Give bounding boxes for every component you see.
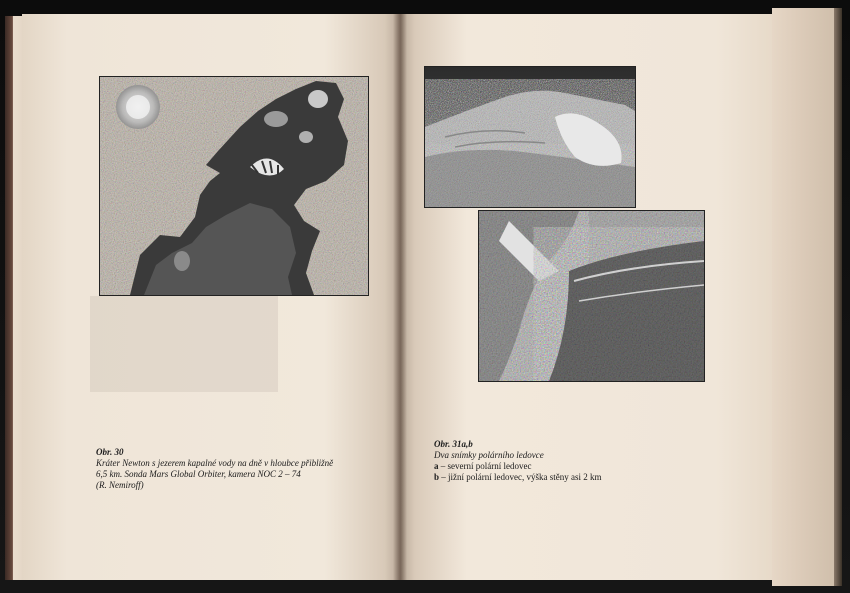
book-gutter bbox=[393, 14, 407, 580]
newton-crater-photo bbox=[99, 76, 369, 296]
right-page bbox=[400, 14, 772, 580]
south-polar-cap-photo bbox=[478, 210, 705, 382]
item-a-letter: a bbox=[434, 461, 439, 471]
north-polar-cap-photo bbox=[424, 66, 636, 208]
caption-line-main: Dva snímky polárního ledovce bbox=[434, 450, 544, 460]
item-a-text: – severní polární ledovec bbox=[438, 461, 532, 471]
caption-line-1: Kráter Newton s jezerem kapalné vody na dně v hloubce přibližně bbox=[96, 458, 334, 468]
book-edge-right bbox=[772, 8, 842, 586]
left-page bbox=[22, 14, 400, 580]
caption-item-b bbox=[434, 472, 754, 483]
figure-label-31ab: Obr. 31a,b bbox=[434, 439, 473, 449]
bleed-through-patch bbox=[90, 296, 278, 392]
caption-item-a bbox=[434, 461, 754, 472]
item-b-text: – jižní polární ledovec, výška stěny asi 2 km bbox=[439, 472, 602, 482]
item-b-letter: b bbox=[434, 472, 440, 482]
figure-label-30: Obr. 30 bbox=[96, 447, 124, 457]
caption-line-3: (R. Nemiroff) bbox=[96, 480, 144, 490]
left-figure-caption bbox=[96, 447, 396, 491]
right-figure-caption bbox=[434, 439, 754, 483]
caption-line-2: 6,5 km. Sonda Mars Global Orbiter, kamera NOC 2 – 74 bbox=[96, 469, 301, 479]
